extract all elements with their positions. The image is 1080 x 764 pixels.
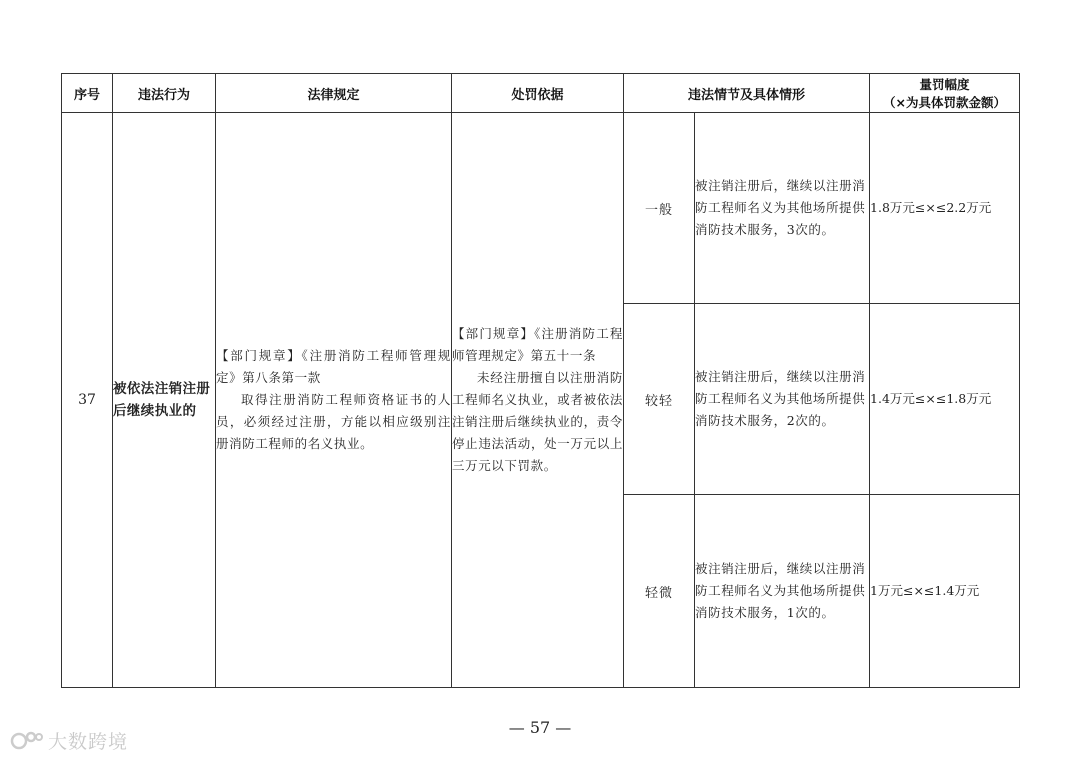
basis-text: 未经注册擅自以注册消防工程师名义执业，或者被依法注销注册后继续执业的，责令停止违法活动，处一万元以上三万元以下罚款。 [452,370,623,473]
logo-icon [10,728,44,754]
row-basis [452,113,624,688]
header-law: 法律规定 [216,74,452,113]
level-label: 一般 [624,113,695,304]
level-range: 1.4万元≤×≤1.8万元 [870,304,1020,495]
level-label: 轻微 [624,495,695,688]
watermark [10,727,128,754]
header-range-title: 量罚幅度 [919,77,970,92]
table-row [62,113,1020,304]
row-violation: 被依法注销注册后继续执业的 [113,113,216,688]
table-header-row [62,74,1020,113]
header-act: 违法行为 [113,74,216,113]
page-number: — 57 — [508,718,572,737]
header-basis: 处罚依据 [452,74,624,113]
level-detail: 被注销注册后，继续以注册消防工程师名义为其他场所提供消防技术服务，1次的。 [695,495,870,688]
level-range: 1万元≤×≤1.4万元 [870,495,1020,688]
level-label: 较轻 [624,304,695,495]
level-detail: 被注销注册后，继续以注册消防工程师名义为其他场所提供消防技术服务，3次的。 [695,113,870,304]
header-range [870,74,1020,113]
law-text: 取得注册消防工程师资格证书的人员，必须经过注册，方能以相应级别注册消防工程师的名义执业。 [216,392,451,451]
level-detail: 被注销注册后，继续以注册消防工程师名义为其他场所提供消防技术服务，2次的。 [695,304,870,495]
penalty-table [61,73,1020,688]
row-seq: 37 [62,113,113,688]
row-law [216,113,452,688]
law-heading: 【部门规章】《注册消防工程师管理规定》第八条第一款 [216,348,451,385]
header-range-note: （×为具体罚款金额） [883,95,1006,110]
header-circumstances: 违法情节及具体情形 [624,74,870,113]
basis-heading: 【部门规章】《注册消防工程师管理规定》第五十一条 [452,326,623,363]
header-seq: 序号 [62,74,113,113]
level-range: 1.8万元≤×≤2.2万元 [870,113,1020,304]
watermark-text: 大数跨境 [48,731,129,753]
